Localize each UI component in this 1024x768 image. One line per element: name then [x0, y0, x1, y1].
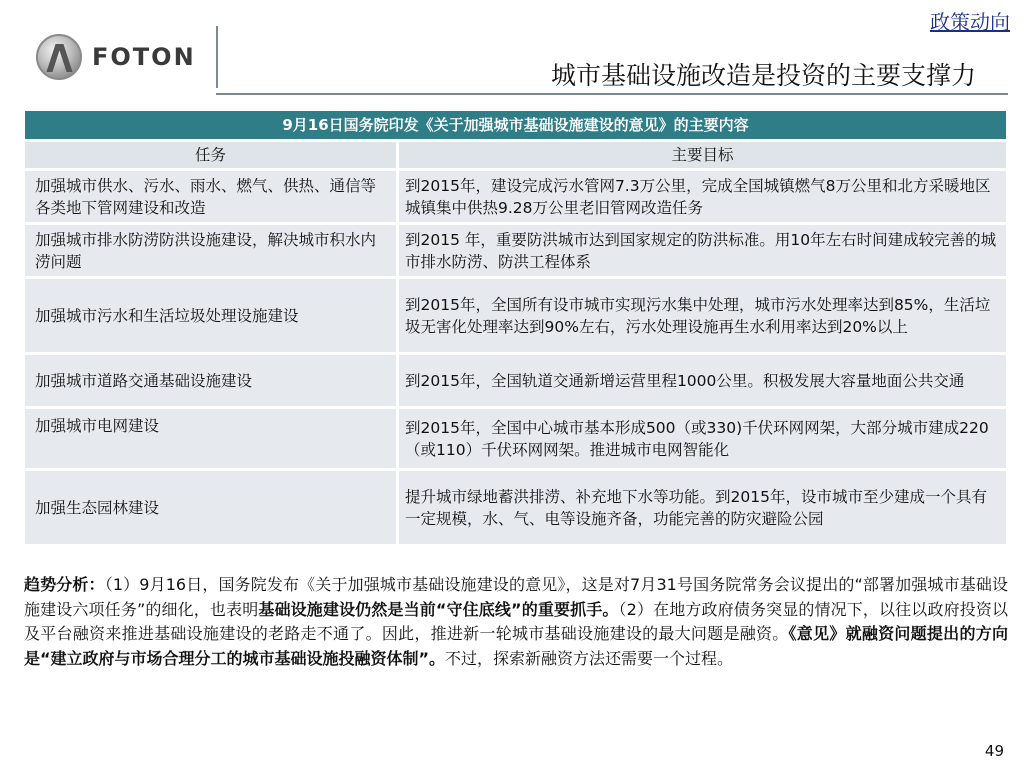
column-header-task: 任务 [24, 141, 398, 170]
table-row [24, 408, 1008, 470]
task-cell: 加强城市排水防涝防洪设施建设，解决城市积水内涝问题 [24, 224, 398, 278]
page-title: 城市基础设施改造是投资的主要支撑力 [550, 61, 976, 90]
analysis-label: 趋势分析： [24, 575, 105, 594]
table-row [24, 278, 1008, 354]
analysis-point-2-emphasis: 《意见》就融资问题提出的方向是“建立政府与市场合理分工的城市基础设施投融资体制”。 [24, 624, 1008, 668]
goal-cell: 到2015年，全国所有设市城市实现污水集中处理，城市污水处理率达到85%，生活垃圾无害化处理率达到90%左右，污水处理设施再生水利用率达到20%以上 [398, 278, 1008, 354]
table-row [24, 470, 1008, 546]
goal-cell: 提升城市绿地蓄洪排涝、补充地下水等功能。到2015年，设市城市至少建成一个具有一定规模，水、气、电等设施齐备，功能完善的防灾避险公园 [398, 470, 1008, 546]
policy-table [22, 108, 1009, 547]
task-cell: 加强城市污水和生活垃圾处理设施建设 [24, 278, 398, 354]
section-label[interactable]: 政策动向 [930, 10, 1010, 34]
page-number: 49 [984, 742, 1004, 760]
header-divider-horizontal [216, 93, 1008, 95]
goal-cell: 到2015年，全国轨道交通新增运营里程1000公里。积极发展大容量地面公共交通 [398, 354, 1008, 408]
analysis-point-1-emphasis: 基础设施建设仍然是当前“守住底线”的重要抓手。 [258, 599, 619, 619]
task-cell: 加强生态园林建设 [24, 470, 398, 546]
analysis-point-2: （2）在地方政府债务突显的情况下，以往以政府投资以及平台融资来推进基础设施建设的老路走不通了。因此，推进新一轮城市基础设施建设的最大问题是融资。 [24, 599, 1008, 644]
goal-cell: 到2015年，全国中心城市基本形成500（或330)千伏环网网架，大部分城市建成220（或110）千伏环网网架。推进城市电网智能化 [398, 408, 1008, 470]
task-cell: 加强城市电网建设 [24, 408, 398, 470]
goal-cell: 到2015年，建设完成污水管网7.3万公里，完成全国城镇燃气8万公里和北方采暖地区城镇集中供热9.28万公里老旧管网改造任务 [398, 170, 1008, 224]
task-cell: 加强城市道路交通基础设施建设 [24, 354, 398, 408]
foton-logo-mark [36, 34, 82, 80]
header-divider-vertical [216, 26, 218, 88]
analysis-point-3: 不过，探索新融资方法还需要一个过程。 [445, 648, 734, 668]
table-row [24, 224, 1008, 278]
column-header-goal: 主要目标 [398, 141, 1008, 170]
goal-cell: 到2015 年，重要防洪城市达到国家规定的防洪标准。用10年左右时间建成较完善的城市排水防涝、防洪工程体系 [398, 224, 1008, 278]
table-row [24, 170, 1008, 224]
table-row [24, 354, 1008, 408]
task-cell: 加强城市供水、污水、雨水、燃气、供热、通信等各类地下管网建设和改造 [24, 170, 398, 224]
logo-text: FOTON [92, 43, 196, 71]
analysis-point-1: （1）9月16日，国务院发布《关于加强城市基础设施建设的意见》，这是对7月31号国务院常务会议提出的“部署加强城市基础设施建设六项任务”的细化，也表明 [24, 575, 1008, 619]
foton-logo [36, 28, 206, 86]
trend-analysis [24, 573, 1008, 671]
table-title: 9月16日国务院印发《关于加强城市基础设施建设的意见》的主要内容 [24, 110, 1008, 141]
